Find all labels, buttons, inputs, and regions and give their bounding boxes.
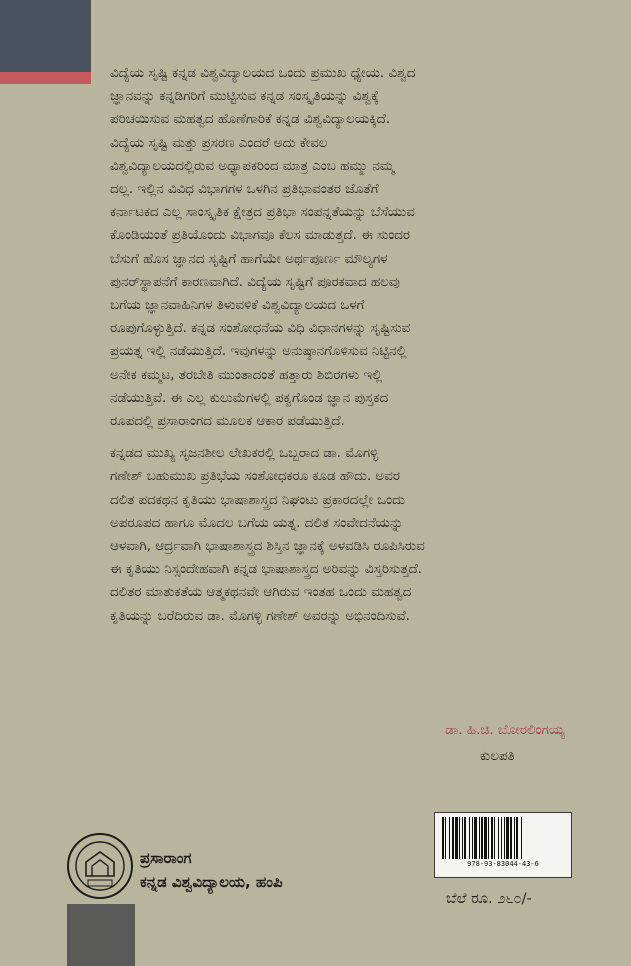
spine-red-band [0, 72, 91, 84]
blurb-line: ಗಣೇಶ್ ಬಹುಮುಖ ಪ್ರತಿಭೆಯ ಸಂಶೋಧಕರೂ ಕೂಡ ಹೌದು. ಅವರ [110, 469, 400, 485]
blurb-line: ಈ ಕೃತಿಯು ನಿಸ್ಸಂದೇಹವಾಗಿ ಕನ್ನಡ ಭಾಷಾಶಾಸ್ತ್ರದ ಅರಿವನ್ನು ವಿಸ್ತರಿಸುತ್ತದೆ. [110, 562, 422, 578]
blurb-line: ರೂಪುಗೊಳ್ಳುತ್ತಿದೆ. ಕನ್ನಡ ಸಂಶೋಧನೆಯ ವಿಧಿ ವಿಧಾನಗಳನ್ನು ಸೃಷ್ಟಿಸುವ [110, 321, 411, 337]
signature-designation: ಕುಲಪತಿ [480, 749, 515, 764]
isbn-barcode [434, 812, 572, 878]
barcode-bars-icon [441, 817, 565, 859]
blurb-line: ರೂಪದಲ್ಲಿ ಪ್ರಸಾರಾಂಗದ ಮೂಲಕ ಆಕಾರ ಪಡೆಯುತ್ತಿದೆ. [110, 414, 345, 430]
blurb-line: ಕೊಂಡಿಯಂತೆ ಪ್ರತಿಯೊಂದು ವಿಭಾಗವೂ ಕೆಲಸ ಮಾಡುತ್ತದೆ. ಈ ಸುಂದರ [110, 228, 411, 244]
blurb-line: ವಿದ್ಯೆಯ ಸೃಷ್ಟಿ ಕನ್ನಡ ವಿಶ್ವವಿದ್ಯಾಲಯದ ಒಂದು ಪ್ರಮುಖ ಧ್ಯೇಯ. ವಿಶ್ವದ [110, 66, 416, 81]
back-cover-blurb [92, 62, 572, 637]
kannada-university-emblem-icon [66, 832, 134, 900]
blurb-line: ದಲಿತರ ಮಾತುಕತೆಯ ಆತ್ಮಕಥನವೇ ಆಗಿರುವ ಇಂತಹ ಒಂದು ಮಹತ್ವದ [110, 585, 412, 601]
publisher-block [140, 846, 420, 894]
blurb-line: ಜ್ಞಾನವನ್ನು ಕನ್ನಡಿಗರಿಗೆ ಮುಟ್ಟಿಸುವ ಕನ್ನಡ ಸಂಸ್ಕೃತಿಯನ್ನು ವಿಶ್ವಕ್ಕೆ [110, 89, 379, 105]
blurb-line: ಕನ್ನಡದ ಮುಖ್ಯ ಸೃಜನಶೀಲ ಲೇಖಕರಲ್ಲಿ ಒಬ್ಬರಾದ ಡಾ. ಮೊಗಳ್ಳಿ [110, 446, 379, 462]
blurb-line: ಕರ್ನಾಟಕದ ಎಲ್ಲ ಸಾಂಸ್ಕೃತಿಕ ಕ್ಷೇತ್ರದ ಪ್ರತಿಭಾ ಸಂಪನ್ನತೆಯನ್ನು ಬೆಸೆಯುವ [110, 205, 415, 221]
blurb-paragraph-2 [92, 442, 572, 628]
blurb-line: ದಲಿತ ಪದಕಥನ ಕೃತಿಯು ಭಾಷಾಶಾಸ್ತ್ರದ ನಿಘಂಟು ಪ್ರಕಾರದಲ್ಲೇ ಒಂದು [110, 492, 405, 508]
blurb-line: ಬಗೆಯ ಜ್ಞಾನವಾಹಿನಿಗಳ ತಿಳುವಳಿಕೆ ವಿಶ್ವವಿದ್ಯಾಲಯದ ಒಳಗೆ [110, 298, 365, 314]
blurb-line: ವಿದ್ಯೆಯ ಸೃಷ್ಟಿ ಮತ್ತು ಪ್ರಸರಣ ಎಂದರೆ ಅದು ಕೇವಲ [110, 135, 328, 151]
blurb-line: ಕೃತಿಯನ್ನು ಬರೆದಿರುವ ಡಾ. ಮೊಗಳ್ಳಿ ಗಣೇಶ್ ಅವರನ್ನು ಅಭಿನಂದಿಸುವೆ. [110, 608, 410, 624]
blurb-line: ಪುನರ್‌ಸ್ಥಾಪನೆಗೆ ಕಾರಣವಾಗಿದೆ. ವಿದ್ಯೆಯ ಸೃಷ್ಟಿಗೆ ಪೂರಕವಾದ ಹಲವು [110, 274, 400, 290]
blurb-line: ನಡೆಯುತ್ತಿವೆ. ಈ ಎಲ್ಲ ಕುಲುಮೆಗಳಲ್ಲಿ ಪಕ್ವಗೊಂಡ ಜ್ಞಾನ ಪುಸ್ತಕದ [110, 390, 389, 406]
publisher-place: ಕನ್ನಡ ವಿಶ್ವವಿದ್ಯಾಲಯ, ಹಂಪಿ [140, 873, 283, 891]
spine-dark-band [0, 0, 91, 72]
blurb-paragraph-1 [92, 62, 572, 433]
blurb-line: ದಲ್ಲ. ಇಲ್ಲಿನ ವಿವಿಧ ವಿಭಾಗಗಳ ಒಳಗಿನ ಪ್ರತಿಭಾವಂತರ ಜೊತೆಗೆ [110, 182, 379, 198]
isbn-number: 978-93-83044-43-6 [467, 860, 539, 868]
blurb-line: ಪರಿಚಯಿಸುವ ಮಹತ್ವದ ಹೊಣೆಗಾರಿಕೆ ಕನ್ನಡ ವಿಶ್ವವಿದ್ಯಾಲಯಕ್ಕಿದೆ. [110, 112, 391, 128]
blurb-line: ಬೆಸುಗೆ ಹೊಸ ಜ್ಞಾನದ ಸೃಷ್ಟಿಗೆ ಹಾಗೆಯೇ ಅರ್ಥಪೂರ್ಣ ಮೌಲ್ಯಗಳ [110, 251, 388, 267]
blurb-line: ವಿಶ್ವವಿದ್ಯಾಲಯದಲ್ಲಿರುವ ಅಧ್ಯಾಪಕರಿಂದ ಮಾತ್ರ ಎಂಬ ಹಮ್ಮು ನಮ್ಮ [110, 158, 395, 174]
blurb-line: ಅಪರೂಪದ ಹಾಗೂ ಮೊದಲ ಬಗೆಯ ಯತ್ನ. ದಲಿತ ಸಂವೇದನೆಯನ್ನು [110, 515, 404, 531]
blurb-line: ಅನೇಕ ಕಮ್ಮಟ, ತರಬೇತಿ ಮುಂತಾದಂತೆ ಹತ್ತಾರು ಶಿಬಿರಗಳು ಇಲ್ಲಿ [110, 367, 383, 383]
signature-name: ಡಾ. ಹಿ.ಚಿ. ಬೋರಲಿಂಗಯ್ಯ [445, 723, 565, 738]
publisher-name: ಪ್ರಸಾರಾಂಗ [140, 849, 192, 867]
blurb-line: ಪ್ರಯತ್ನ ಇಲ್ಲಿ ನಡೆಯುತ್ತಿದೆ. ಇವುಗಳನ್ನು ಅನುಷ್ಠಾನಗೊಳಿಸುವ ನಿಟ್ಟಿನಲ್ಲಿ [110, 344, 407, 360]
blurb-line: ಆಳವಾಗಿ, ಆರ್ದ್ರವಾಗಿ ಭಾಷಾಶಾಸ್ತ್ರದ ಶಿಸ್ತಿನ ಜ್ಞಾನಕ್ಕೆ ಅಳವಡಿಸಿ ರೂಪಿಸಿರುವ [110, 539, 425, 555]
spine-bottom-band [67, 904, 135, 966]
price-label: ಬೆಲೆ ರೂ. ೨೬೦/- [446, 891, 532, 907]
